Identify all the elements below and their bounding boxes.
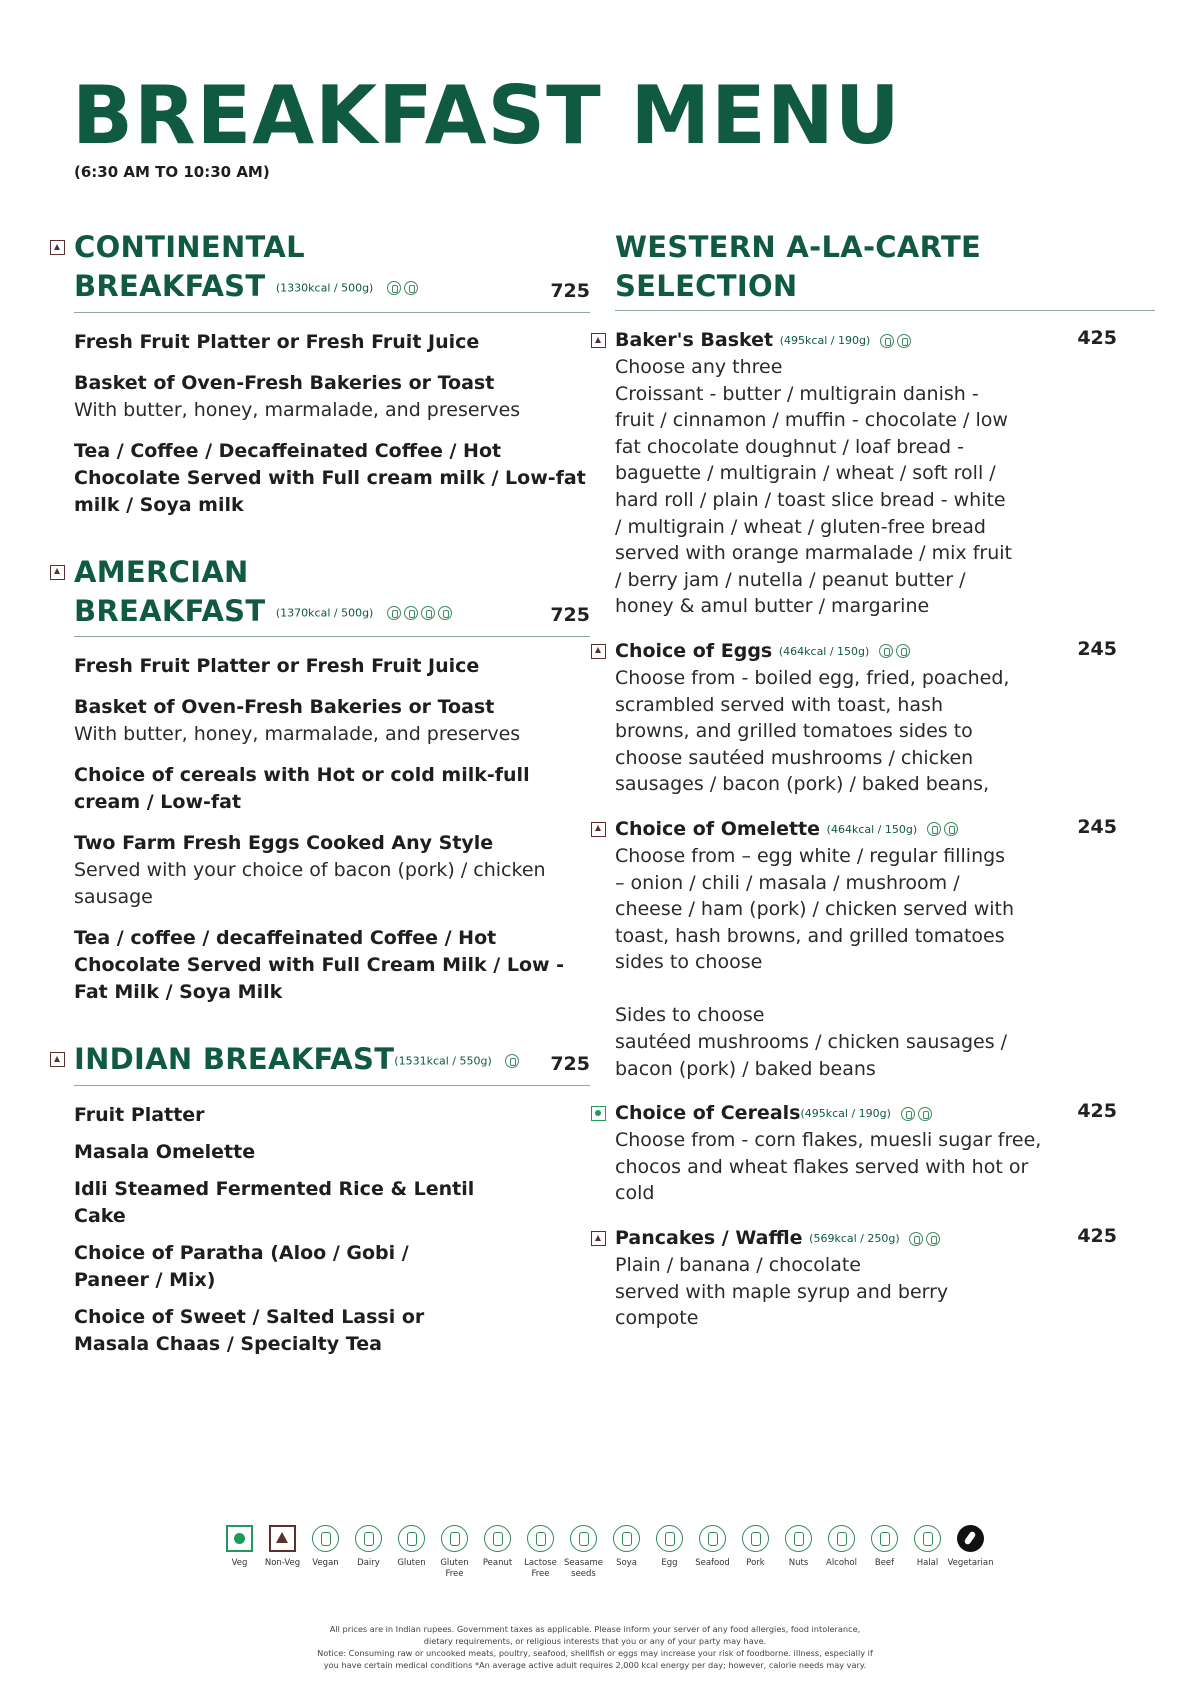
gluten-icon bbox=[918, 1107, 932, 1121]
sesame-seeds-icon bbox=[570, 1525, 597, 1552]
legend-label: Vegetarian bbox=[947, 1558, 994, 1568]
legend-item bbox=[820, 1525, 863, 1569]
allergen-icons bbox=[927, 822, 958, 836]
lactose-free-icon bbox=[527, 1525, 554, 1552]
footer-disclaimer bbox=[230, 1623, 960, 1671]
gluten-icon bbox=[404, 281, 418, 295]
legend-item bbox=[734, 1525, 777, 1569]
item-name: Choice of Sweet / Salted Lassi or Masala Chaas / Specialty Tea bbox=[74, 1305, 425, 1355]
legend-label: Halal bbox=[916, 1558, 939, 1568]
item-name: Baker's Basket bbox=[615, 329, 774, 351]
allergen-icons bbox=[880, 334, 911, 348]
egg-icon bbox=[926, 1232, 940, 1246]
egg-icon bbox=[896, 644, 910, 658]
non-veg-mark-icon bbox=[591, 822, 606, 837]
menu-item-choice-of-omelette bbox=[591, 816, 1155, 1082]
item-name-line bbox=[615, 1100, 1155, 1127]
gluten-icon bbox=[404, 606, 418, 620]
continental-title-line1: CONTINENTAL bbox=[74, 230, 305, 264]
item-price: 245 bbox=[1077, 815, 1117, 838]
legend-label: Gluten Free bbox=[440, 1558, 469, 1579]
alcohol-icon bbox=[828, 1525, 855, 1552]
item-description-text: Choose any three Croissant - butter / multigrain danish - fruit / cinnamon / muffin - chocolate / low fat chocolate doughnut / loaf bread - baguette / multigrain / wheat / soft roll / hard roll / plain / toast slice bread - white / multigrain / wheat / gluten-free bread served with orange marmalade / mix fruit / berry jam / nutella / peanut butter / honey & amul butter / margarine bbox=[615, 356, 1012, 618]
american-price: 725 bbox=[550, 604, 590, 626]
list-item bbox=[50, 694, 590, 748]
legend-label: Peanut bbox=[482, 1558, 513, 1568]
legend-item bbox=[863, 1525, 906, 1569]
legend-label: Non-Veg bbox=[264, 1558, 301, 1568]
item-kcal: (495kcal / 190g) bbox=[779, 334, 871, 347]
dairy-icon bbox=[355, 1525, 382, 1552]
dairy-icon bbox=[880, 334, 894, 348]
indian-kcal: (1531kcal / 550g) bbox=[394, 1054, 492, 1068]
item-name: Choice of Paratha (Aloo / Gobi / Paneer / Mix) bbox=[74, 1241, 409, 1291]
allergen-icons bbox=[901, 1107, 932, 1121]
disclaimer-line: you have certain medical conditions *An average active adult requires 2,000 kcal energy per day; however, calorie needs may vary. bbox=[323, 1660, 867, 1670]
legend-item bbox=[562, 1525, 605, 1580]
american-allergen-icons bbox=[387, 606, 452, 620]
item-name-line bbox=[615, 327, 1155, 354]
gluten-icon bbox=[398, 1525, 425, 1552]
item-name: Basket of Oven-Fresh Bakeries or Toast bbox=[74, 371, 495, 394]
non-veg-mark-icon bbox=[50, 240, 65, 255]
menu-item-choice-of-cereals bbox=[591, 1100, 1155, 1207]
legend-label: Egg bbox=[661, 1558, 678, 1568]
item-description: Plain / banana / chocolate served with maple syrup and berry compote bbox=[615, 1254, 949, 1330]
item-name: Idli Steamed Fermented Rice & Lentil Cake bbox=[74, 1177, 475, 1227]
item-name-line bbox=[615, 1225, 1155, 1252]
legend-label: Seafood bbox=[695, 1558, 730, 1568]
egg-icon bbox=[656, 1525, 683, 1552]
dairy-icon bbox=[387, 606, 401, 620]
item-price: 245 bbox=[1077, 637, 1117, 660]
legend-item bbox=[261, 1525, 304, 1569]
legend-item bbox=[648, 1525, 691, 1569]
left-column bbox=[50, 228, 590, 1368]
list-item bbox=[50, 762, 590, 816]
american-kcal: (1370kcal / 500g) bbox=[275, 606, 374, 619]
non-veg-mark-icon bbox=[50, 1052, 65, 1067]
legend-label: Beef bbox=[874, 1558, 895, 1568]
legend-label: Vegan bbox=[312, 1558, 339, 1568]
legend-item bbox=[304, 1525, 347, 1569]
gluten-free-icon bbox=[441, 1525, 468, 1552]
serving-hours: (6:30 AM TO 10:30 AM) bbox=[74, 163, 270, 181]
item-price: 425 bbox=[1077, 327, 1117, 349]
list-item bbox=[50, 925, 590, 1006]
dairy-icon bbox=[901, 1107, 915, 1121]
dairy-icon bbox=[387, 281, 401, 295]
western-title-line1: WESTERN A-LA-CARTE bbox=[615, 230, 982, 264]
item-name: Pancakes / Waffle bbox=[615, 1227, 803, 1250]
divider bbox=[74, 1085, 590, 1086]
legend-label: Alcohol bbox=[826, 1558, 857, 1568]
legend-label: Lactose Free bbox=[524, 1558, 557, 1579]
non-veg-mark-icon bbox=[591, 333, 606, 348]
disclaimer-line: dietary requirements, or religious interests that you or any of your party may have. bbox=[423, 1636, 767, 1646]
legend-label: Dairy bbox=[357, 1558, 380, 1568]
western-header bbox=[591, 228, 1155, 306]
item-name: Two Farm Fresh Eggs Cooked Any Style bbox=[74, 832, 494, 854]
nuts-icon bbox=[785, 1525, 812, 1552]
allergen-icons bbox=[909, 1232, 940, 1246]
allergen-icons bbox=[879, 644, 910, 658]
dairy-icon bbox=[909, 1232, 923, 1246]
item-name-line bbox=[615, 638, 1155, 665]
vegan-icon bbox=[312, 1525, 339, 1552]
non-veg-mark-icon bbox=[591, 644, 606, 659]
legend-label: Pork bbox=[746, 1558, 765, 1568]
item-name: Fresh Fruit Platter or Fresh Fruit Juice bbox=[74, 655, 480, 677]
item-name: Tea / coffee / decaffeinated Coffee / Hot Chocolate Served with Full Cream Milk / Low - Fat Milk / Soya Milk bbox=[74, 927, 565, 1003]
legend-item bbox=[433, 1525, 476, 1580]
vegetarian-icon bbox=[957, 1525, 984, 1552]
list-item bbox=[50, 1304, 490, 1358]
item-description: Choose from - boiled egg, fried, poached, scrambled served with toast, hash browns, and grilled tomatoes sides to choose sautéed mushrooms / chicken sausages / bacon (pork) / baked beans, bbox=[615, 666, 1010, 796]
continental-allergen-icons bbox=[387, 281, 418, 295]
legend-label: Soya bbox=[616, 1558, 637, 1568]
list-item bbox=[50, 1240, 430, 1294]
divider bbox=[74, 636, 590, 637]
item-name: Masala Omelette bbox=[74, 1140, 256, 1163]
american-title-line1: AMERCIAN bbox=[74, 554, 249, 589]
legend-label: Gluten bbox=[397, 1558, 426, 1568]
list-item bbox=[50, 1102, 590, 1129]
item-kcal: (464kcal / 150g) bbox=[778, 644, 870, 658]
western-title-line2: SELECTION bbox=[615, 269, 798, 303]
item-name: Choice of Cereals bbox=[615, 1102, 801, 1125]
legend-item bbox=[906, 1525, 949, 1569]
continental-price: 725 bbox=[550, 279, 590, 302]
menu-item-pancakes-waffle bbox=[591, 1225, 1155, 1332]
list-item bbox=[50, 370, 590, 424]
halal-icon bbox=[914, 1525, 941, 1552]
indian-allergen-icons bbox=[505, 1054, 519, 1068]
legend-label: Nuts bbox=[788, 1558, 809, 1568]
legend-item bbox=[605, 1525, 648, 1569]
item-name: Choice of Eggs bbox=[615, 639, 773, 662]
dairy-icon bbox=[505, 1054, 519, 1068]
continental-header bbox=[50, 228, 590, 308]
egg-icon bbox=[897, 334, 911, 348]
indian-price: 725 bbox=[550, 1052, 590, 1075]
divider bbox=[615, 310, 1155, 311]
item-name-line bbox=[615, 816, 1155, 843]
beef-icon bbox=[871, 1525, 898, 1552]
item-description: Choose from - corn flakes, muesli sugar free, chocos and wheat flakes served with hot or cold bbox=[615, 1129, 1042, 1205]
indian-header bbox=[50, 1040, 590, 1081]
pork-icon bbox=[742, 1525, 769, 1552]
legend-item bbox=[218, 1525, 261, 1569]
soya-icon bbox=[613, 1525, 640, 1552]
legend-item bbox=[390, 1525, 433, 1569]
legend-label: Veg bbox=[231, 1558, 248, 1568]
dietary-legend bbox=[218, 1525, 992, 1580]
non-veg-mark-icon bbox=[269, 1525, 296, 1552]
continental-kcal: (1330kcal / 500g) bbox=[275, 281, 374, 295]
item-description: Served with your choice of bacon (pork) / chicken sausage bbox=[74, 859, 546, 908]
list-item bbox=[50, 830, 590, 911]
item-name: Fruit Platter bbox=[74, 1103, 205, 1126]
american-title-line2 bbox=[74, 592, 590, 633]
dairy-icon bbox=[927, 822, 941, 836]
item-kcal: (464kcal / 150g) bbox=[826, 822, 918, 836]
list-item bbox=[50, 329, 590, 356]
disclaimer-line: Notice: Consuming raw or uncooked meats, poultry, seafood, shellfish or eggs may increase your risk of foodborne. illness, especially if bbox=[317, 1648, 873, 1658]
legend-item bbox=[476, 1525, 519, 1569]
indian-title-line bbox=[74, 1040, 590, 1081]
item-price: 425 bbox=[1077, 1100, 1117, 1123]
list-item bbox=[50, 1139, 590, 1166]
continental-title-line2 bbox=[74, 267, 590, 308]
continental-title-text: BREAKFAST bbox=[74, 269, 266, 303]
american-header bbox=[50, 553, 590, 633]
item-name: Choice of Omelette bbox=[615, 817, 821, 840]
item-kcal: (569kcal / 250g) bbox=[809, 1232, 900, 1246]
legend-item bbox=[777, 1525, 820, 1569]
legend-item bbox=[519, 1525, 562, 1580]
item-description: With butter, honey, marmalade, and preserves bbox=[74, 398, 521, 421]
indian-title-text: INDIAN BREAKFAST bbox=[74, 1042, 395, 1076]
legend-label: Seasame seeds bbox=[564, 1558, 603, 1579]
item-name: Choice of cereals with Hot or cold milk-full cream / Low-fat bbox=[74, 764, 530, 813]
legend-item bbox=[347, 1525, 390, 1569]
divider bbox=[74, 312, 590, 313]
egg-icon bbox=[438, 606, 452, 620]
menu-item-choice-of-eggs bbox=[591, 638, 1155, 798]
list-item bbox=[50, 653, 590, 680]
list-item bbox=[50, 438, 590, 519]
non-veg-mark-icon bbox=[50, 565, 65, 580]
peanut-icon bbox=[484, 1525, 511, 1552]
disclaimer-line: All prices are in Indian rupees. Government taxes as applicable. Please inform your server of any food allergies, food intolerance, bbox=[329, 1624, 861, 1634]
legend-item bbox=[691, 1525, 734, 1569]
egg-icon bbox=[944, 822, 958, 836]
veg-mark-icon bbox=[226, 1525, 253, 1552]
item-description bbox=[615, 354, 1015, 620]
item-description: With butter, honey, marmalade, and preserves bbox=[74, 723, 521, 745]
item-kcal: (495kcal / 190g) bbox=[800, 1107, 891, 1121]
veg-mark-icon bbox=[591, 1106, 606, 1121]
list-item bbox=[50, 1176, 490, 1230]
item-price: 425 bbox=[1077, 1225, 1117, 1248]
menu-item-bakers-basket bbox=[591, 327, 1155, 620]
seafood-icon bbox=[699, 1525, 726, 1552]
dairy-icon bbox=[879, 644, 893, 658]
page-title: BREAKFAST MENU bbox=[72, 69, 901, 162]
item-name: Tea / Coffee / Decaffeinated Coffee / Hot Chocolate Served with Full cream milk / Low-fat milk / Soya milk bbox=[74, 439, 586, 516]
legend-item bbox=[949, 1525, 992, 1569]
american-title-text: BREAKFAST bbox=[74, 593, 266, 628]
item-name: Fresh Fruit Platter or Fresh Fruit Juice bbox=[74, 330, 480, 353]
item-name: Basket of Oven-Fresh Bakeries or Toast bbox=[74, 696, 495, 718]
pork-icon bbox=[421, 606, 435, 620]
item-description: Choose from – egg white / regular fillings – onion / chili / masala / mushroom / cheese / ham (pork) / chicken served with toast, hash browns, and grilled tomatoes sides to choose Sides to choose sautéed mushrooms / chicken sausages / bacon (pork) / baked beans bbox=[615, 844, 1015, 1080]
non-veg-mark-icon bbox=[591, 1231, 606, 1246]
right-column bbox=[615, 228, 1155, 1350]
